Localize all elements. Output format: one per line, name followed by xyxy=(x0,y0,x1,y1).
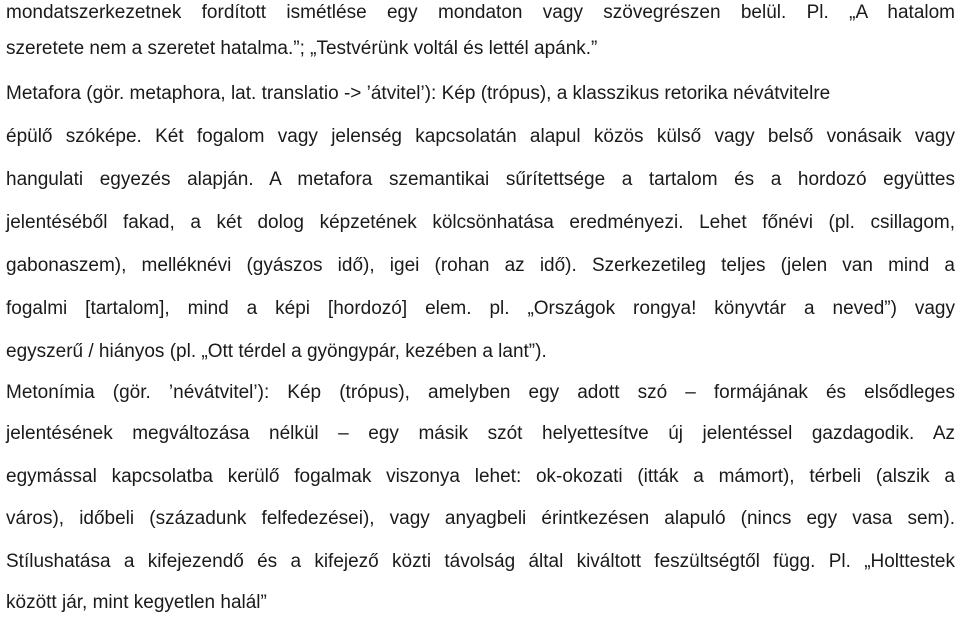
text-line-15: között jár, mint kegyetlen halál” xyxy=(6,592,267,613)
text-line-8: fogalmi [tartalom], mind a képi [hordozó] elem. pl. „Országok rongya! könyvtár a neved”) vagy xyxy=(6,298,955,319)
text-line-7: gabonaszem), melléknévi (gyászos idő), igei (rohan az idő). Szerkezetileg teljes (jelen van mind a xyxy=(6,255,955,276)
text-line-11: jelentésének megváltozása nélkül – egy másik szót helyettesítve új jelentéssel gazdagodik. Az xyxy=(6,423,955,444)
text-line-9: egyszerű / hiányos (pl. „Ott térdel a gyöngypár, kezében a lant”). xyxy=(6,341,547,362)
text-line-14: Stílushatása a kifejezendő és a kifejező közti távolság által kiváltott feszültségtől függ. Pl. „Holttestek xyxy=(6,551,955,572)
text-line-2: szeretete nem a szeretet hatalma.”; „Testvérünk voltál és lettél apánk.” xyxy=(6,38,598,59)
text-line-5: hangulati egyezés alapján. A metafora szemantikai sűrítettsége a tartalom és a hordozó együttes xyxy=(6,169,955,190)
text-line-3: Metafora (gör. metaphora, lat. translatio -> ’átvitel’): Kép (trópus), a klasszikus retorika névátvitelre xyxy=(6,83,831,104)
text-line-13: város), időbeli (századunk felfedezései), vagy anyagbeli érintkezésen alapuló (nincs egy vasa sem). xyxy=(6,508,955,529)
text-line-10: Metonímia (gör. ’névátvitel’): Kép (trópus), amelyben egy adott szó – formájának és elsődleges xyxy=(6,382,955,403)
text-line-6: jelentéséből fakad, a két dolog képzetének kölcsönhatása eredményezi. Lehet főnévi (pl. csillagom, xyxy=(6,212,955,233)
text-line-12: egymással kapcsolatba kerülő fogalmak viszonya lehet: ok-okozati (itták a mámort), térbeli (alszik a xyxy=(6,466,955,487)
text-line-4: épülő szóképe. Két fogalom vagy jelenség kapcsolatán alapul közös külső vagy belső vonásaik vagy xyxy=(6,126,955,147)
text-line-1: mondatszerkezetnek fordított ismétlése egy mondaton vagy szövegrészen belül. Pl. „A hatalom xyxy=(6,2,955,23)
